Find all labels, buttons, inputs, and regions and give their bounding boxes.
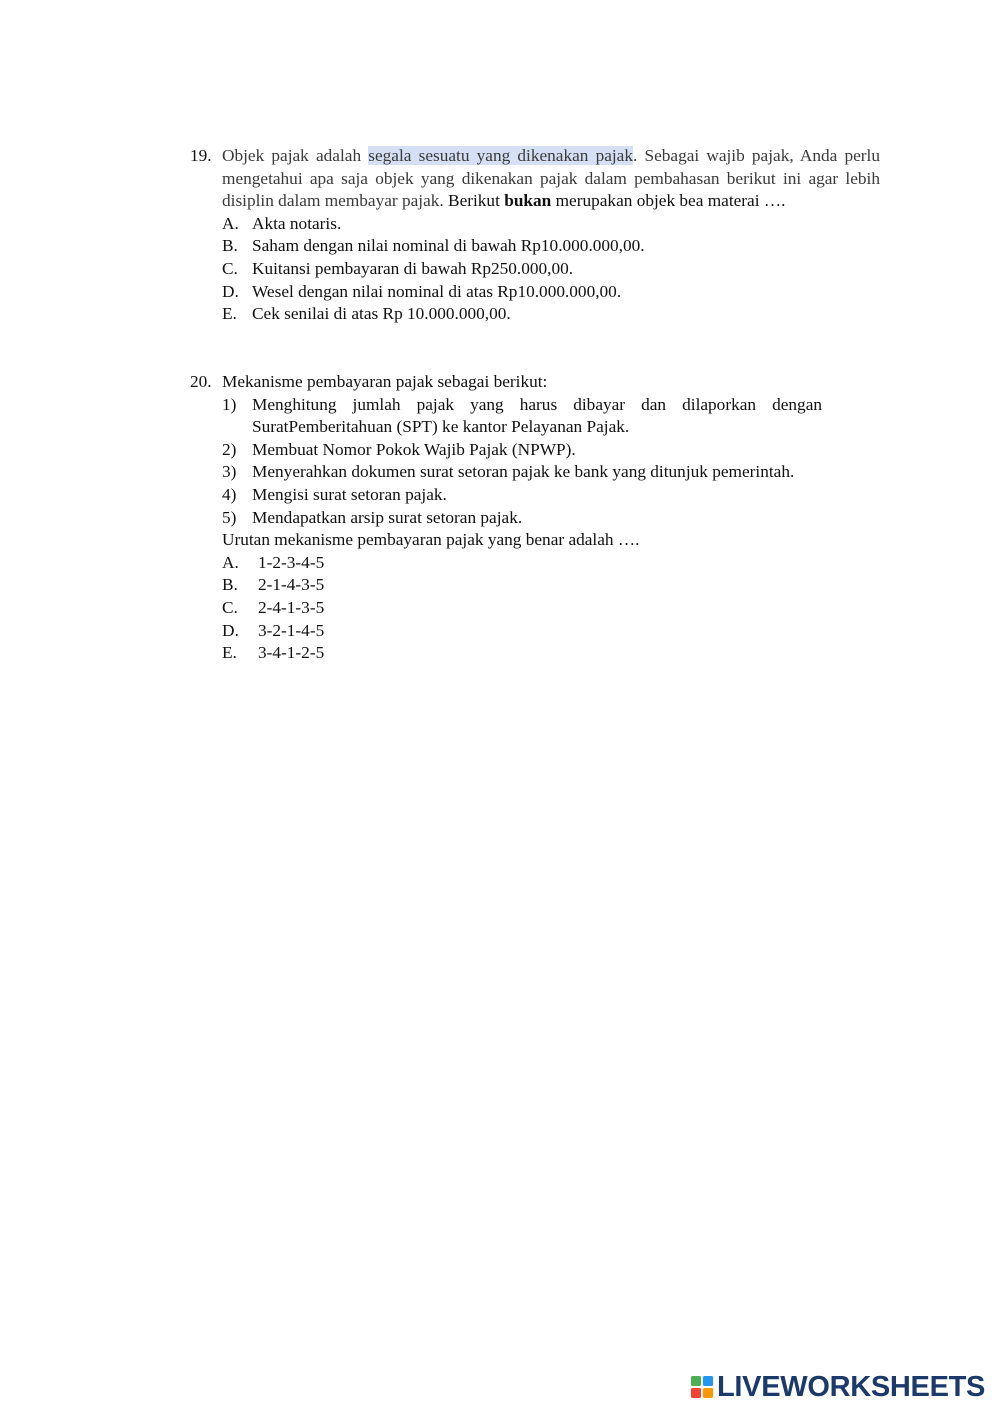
option-label: C. bbox=[222, 597, 238, 617]
option-text: Kuitansi pembayaran di bawah Rp250.000,00. bbox=[252, 258, 574, 278]
option-text: 2-4-1-3-5 bbox=[258, 597, 325, 617]
question-stem bbox=[222, 145, 880, 213]
mechanism-steps bbox=[222, 394, 880, 530]
step-item bbox=[222, 394, 880, 439]
step-label: 2) bbox=[222, 439, 237, 459]
step-text: Menghitung jumlah pajak yang harus dibayar dan dilaporkan dengan SuratPemberitahuan (SPT) ke kantor Pelayanan Pajak. bbox=[252, 394, 822, 437]
question-number: 20. bbox=[190, 372, 212, 391]
step-label: 5) bbox=[222, 507, 237, 527]
step-label: 3) bbox=[222, 462, 237, 482]
liveworksheets-logo bbox=[690, 1371, 985, 1403]
answer-option[interactable] bbox=[222, 552, 880, 575]
answer-option[interactable] bbox=[222, 235, 880, 258]
option-label: E. bbox=[222, 643, 237, 663]
answer-option[interactable] bbox=[222, 213, 880, 236]
option-text: 1-2-3-4-5 bbox=[258, 552, 325, 572]
option-text: 3-2-1-4-5 bbox=[258, 620, 325, 640]
option-label: E. bbox=[222, 304, 237, 324]
question-19 bbox=[190, 145, 880, 326]
step-item bbox=[222, 461, 880, 484]
option-text: 2-1-4-3-5 bbox=[258, 575, 325, 595]
answer-option[interactable] bbox=[222, 574, 880, 597]
step-label: 4) bbox=[222, 484, 237, 504]
step-item bbox=[222, 484, 880, 507]
question-intro: Mekanisme pembayaran pajak sebagai berikut: bbox=[222, 372, 548, 391]
option-label: B. bbox=[222, 236, 238, 256]
answer-options bbox=[222, 213, 880, 326]
bold-keyword: bukan bbox=[504, 191, 552, 211]
option-label: A. bbox=[222, 552, 239, 572]
option-text: Wesel dengan nilai nominal di atas Rp10.000.000,00. bbox=[252, 281, 622, 301]
stem-text-part: . Sebagai wajib pajak, Anda perlu mengetahui apa saja objek yang dikenakan pajak dalam pembahasan berikut ini agar lebih disiplin dalam membayar pajak. bbox=[222, 146, 880, 211]
option-text: 3-4-1-2-5 bbox=[258, 643, 325, 663]
option-label: C. bbox=[222, 258, 238, 278]
option-label: D. bbox=[222, 281, 239, 301]
liveworksheets-logo-icon bbox=[690, 1375, 714, 1399]
step-item bbox=[222, 439, 880, 462]
step-text: Mendapatkan arsip surat setoran pajak. bbox=[252, 507, 523, 527]
step-text: Mengisi surat setoran pajak. bbox=[252, 484, 447, 504]
option-text: Saham dengan nilai nominal di bawah Rp10.000.000,00. bbox=[252, 236, 645, 256]
option-label: A. bbox=[222, 213, 239, 233]
answer-option[interactable] bbox=[222, 303, 880, 326]
option-text: Cek senilai di atas Rp 10.000.000,00. bbox=[252, 304, 511, 324]
option-text: Akta notaris. bbox=[252, 213, 342, 233]
answer-option[interactable] bbox=[222, 258, 880, 281]
option-label: D. bbox=[222, 620, 239, 640]
stem-text-part: Objek pajak adalah bbox=[222, 146, 369, 165]
question-20 bbox=[190, 371, 880, 665]
answer-option[interactable] bbox=[222, 281, 880, 304]
answer-option[interactable] bbox=[222, 620, 880, 643]
highlighted-text: segala sesuatu yang dikenakan pajak bbox=[368, 146, 633, 165]
stem-text-part: merupakan objek bea materai …. bbox=[551, 191, 786, 211]
answer-option[interactable] bbox=[222, 597, 880, 620]
step-item bbox=[222, 507, 880, 530]
step-label: 1) bbox=[222, 394, 237, 414]
logo-wordmark: LIVEWORKSHEETS bbox=[717, 1371, 986, 1403]
stem-text-part: Berikut bbox=[443, 191, 505, 211]
option-label: B. bbox=[222, 575, 238, 595]
question-stem: Urutan mekanisme pembayaran pajak yang benar adalah …. bbox=[222, 530, 640, 550]
answer-option[interactable] bbox=[222, 642, 880, 665]
question-number: 19. bbox=[190, 146, 212, 165]
answer-options bbox=[222, 552, 880, 665]
step-text: Membuat Nomor Pokok Wajib Pajak (NPWP). bbox=[252, 439, 576, 459]
step-text: Menyerahkan dokumen surat setoran pajak ke bank yang ditunjuk pemerintah. bbox=[252, 462, 795, 482]
